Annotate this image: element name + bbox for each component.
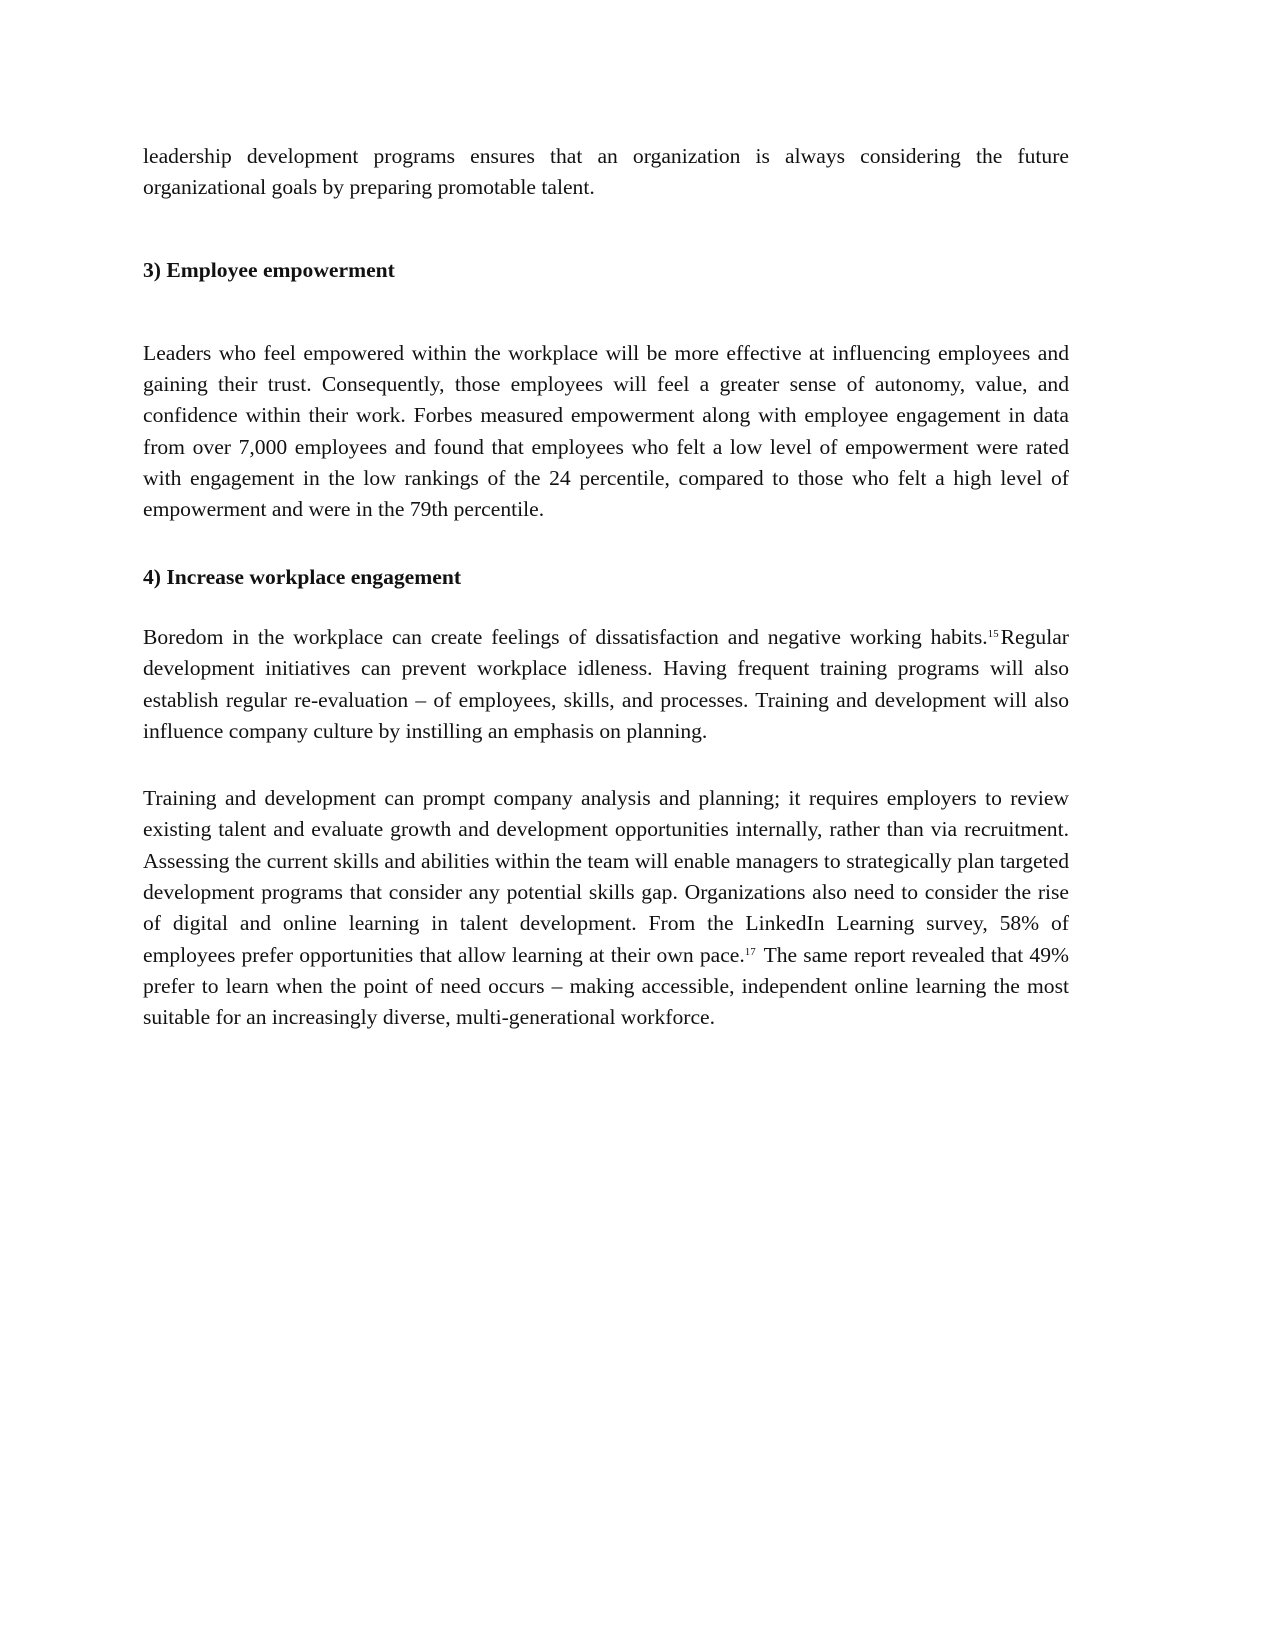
footnote-reference: 15 [987,627,999,640]
section-heading-employee-empowerment: 3) Employee empowerment [143,257,395,282]
paragraph-text: The same report revealed that 49% prefer to learn when the point of need occurs – making accessible, independent online learning the most suitable for an increasingly diverse, multi-generational workforce. [143,942,1069,1030]
paragraph-leadership-continuation: leadership development programs ensures that an organization is always considering the future organizational goals by preparing promotable talent. [143,144,1069,200]
spacer [143,286,1069,338]
paragraph-boredom [143,622,1069,747]
spacer [143,747,1069,783]
spacer [143,593,1069,622]
spacer [143,526,1069,562]
footnote-reference: 17 [744,945,756,958]
document-page [143,141,1069,1034]
paragraph-text: Training and development can prompt company analysis and planning; it requires employers to review existing talent and evaluate growth and development opportunities internally, rather than via recruitment. Assessing the current skills and abilities within the team will enable managers to strategically plan targeted development programs that consider any potential skills gap. Organizations also need to consider the rise of digital and online learning in talent development. From the LinkedIn Learning survey, 58% of employees prefer opportunities that allow learning at their own pace. [143,786,1069,967]
paragraph-text: Boredom in the workplace can create feelings of dissatisfaction and negative working habits. [143,624,988,649]
section-heading-workplace-engagement: 4) Increase workplace engagement [143,564,462,589]
paragraph-employee-empowerment: Leaders who feel empowered within the workplace will be more effective at influencing employees and gaining their trust. Consequently, those employees will feel a greater sense of autonomy, value, and confidence within their work. Forbes measured empowerment along with employee engagement in data from over 7,000 employees and found that employees who felt a low level of empowerment were rated with engagement in the low rankings of the 24 percentile, compared to those who felt a high level of empowerment and were in the 79th percentile. [143,340,1069,522]
paragraph-text: Regular development initiatives can prevent workplace idleness. Having frequent training programs will also establish regular re-evaluation – of employees, skills, and processes. Training and development will also influence company culture by instilling an emphasis on planning. [143,624,1069,743]
paragraph-training-analysis [143,783,1069,1033]
spacer [143,204,1069,255]
